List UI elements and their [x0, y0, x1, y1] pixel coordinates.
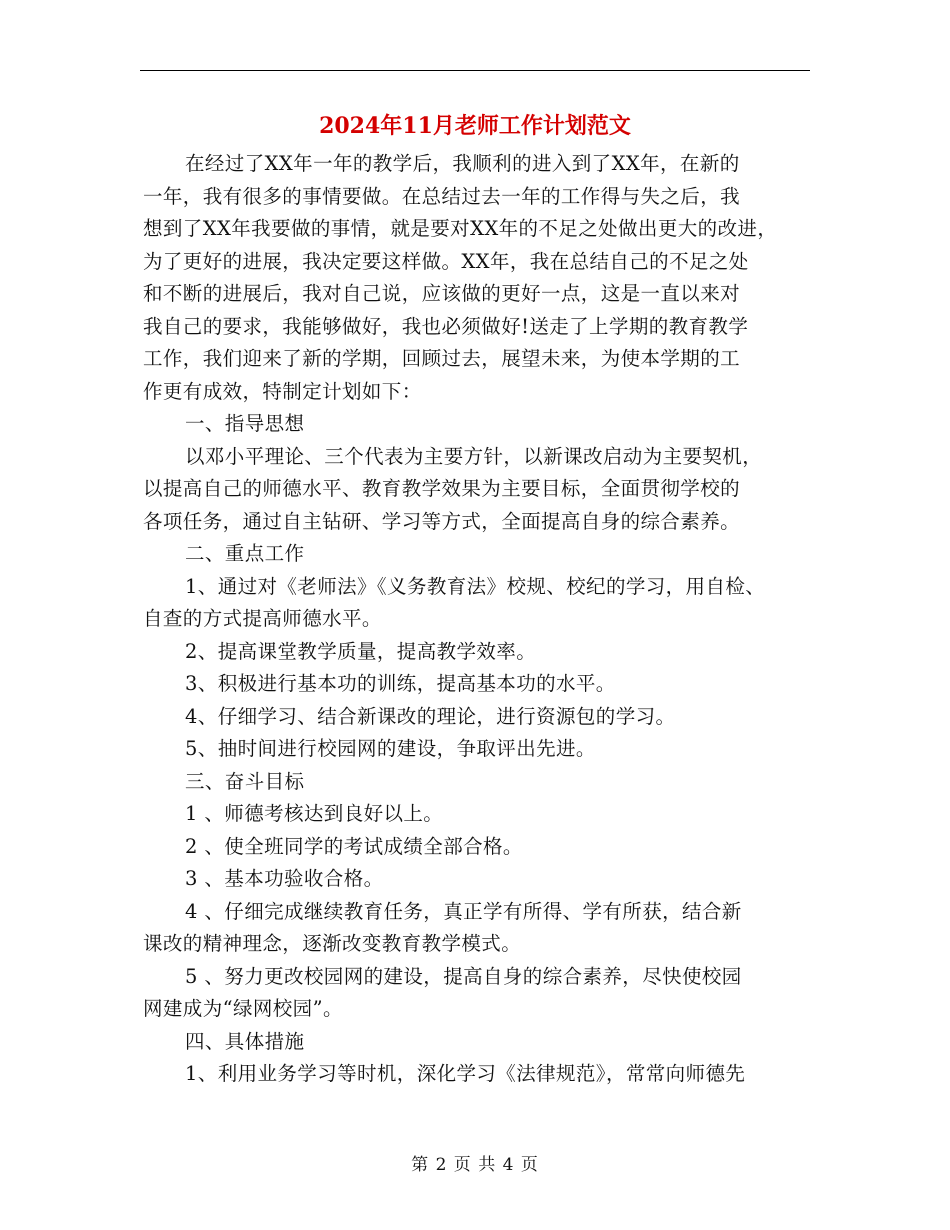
document-body	[143, 148, 823, 1091]
text-line: 1 、师德考核达到良好以上。	[185, 802, 444, 825]
text-line: 一年，我有很多的事情要做。在总结过去一年的工作得与失之后，我	[143, 184, 741, 208]
page-footer: 第 2 页 共 4 页	[411, 1155, 539, 1175]
text-line: 网建成为“绿网校园”。	[143, 997, 343, 1020]
text-line: 和不断的进展后，我对自己说，应该做的更好一点，这是一直以来对	[143, 282, 741, 305]
text-line: 四、具体措施	[185, 1029, 305, 1053]
text-line: 以提高自己的师德水平、教育教学效果为主要目标，全面贯彻学校的	[143, 477, 741, 500]
text-line: 作更有成效，特制定计划如下：	[143, 379, 422, 403]
text-line: 三、奋斗目标	[185, 769, 305, 793]
text-line: 2 、使全班同学的考试成绩全部合格。	[185, 834, 523, 858]
text-line: 工作，我们迎来了新的学期，回顾过去，展望未来，为使本学期的工	[143, 347, 741, 370]
text-line: 一、指导思想	[185, 412, 305, 435]
text-line: 4 、仔细完成继续教育任务，真正学有所得、学有所获，结合新	[185, 899, 742, 923]
text-line: 课改的精神理念，逐渐改变教育教学模式。	[143, 932, 522, 955]
text-line: 各项任务，通过自主钻研、学习等方式，全面提高自身的综合素养。	[143, 509, 741, 533]
text-line: 5 、努力更改校园网的建设，提高自身的综合素养，尽快使校园	[185, 964, 742, 988]
text-line: 3、积极进行基本功的训练，提高基本功的水平。	[185, 672, 616, 695]
text-line: 为了更好的进展，我决定要这样做。XX年，我在总结自己的不足之处	[143, 249, 749, 273]
text-line: 我自己的要求，我能够做好，我也必须做好!送走了上学期的教育教学	[143, 314, 749, 338]
text-line: 1、利用业务学习等时机，深化学习《法律规范》，常常向师德先	[185, 1062, 746, 1085]
text-line: 二、重点工作	[185, 542, 305, 565]
text-line: 3 、基本功验收合格。	[185, 867, 384, 890]
text-line: 自查的方式提高师德水平。	[143, 607, 382, 630]
text-line: 4、仔细学习、结合新课改的理论，进行资源包的学习。	[185, 704, 676, 728]
header-rule	[140, 70, 810, 71]
text-line: 1、通过对《老师法》《义务教育法》校规、校纪的学习，用自检、	[185, 574, 766, 598]
text-line: 在经过了XX年一年的教学后，我顺利的进入到了XX年，在新的	[185, 152, 740, 175]
document-title: 2024年11月老师工作计划范文	[319, 113, 631, 139]
text-line: 想到了XX年我要做的事情，就是要对XX年的不足之处做出更大的改进，	[143, 217, 778, 240]
text-line: 2、提高课堂教学质量，提高教学效率。	[185, 639, 537, 663]
text-line: 以邓小平理论、三个代表为主要方针，以新课改启动为主要契机，	[185, 444, 763, 468]
text-line: 5、抽时间进行校园网的建设，争取评出先进。	[185, 737, 596, 760]
